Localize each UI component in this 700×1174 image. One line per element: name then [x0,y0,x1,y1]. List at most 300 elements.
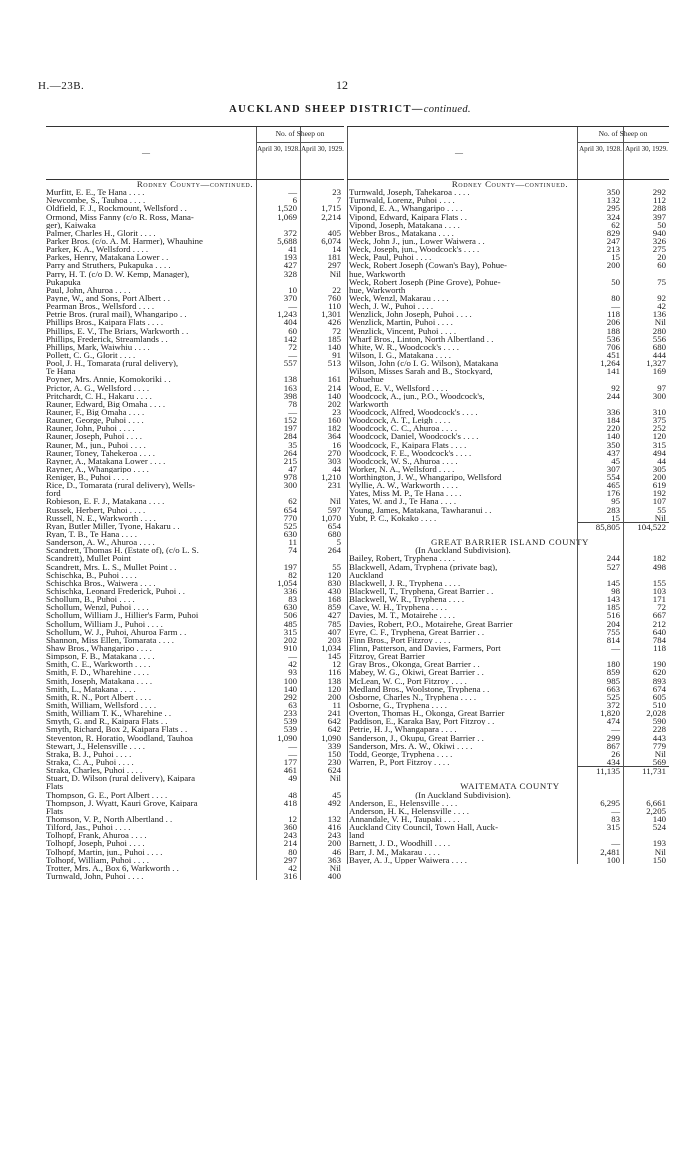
row-name: Vipond, E. A., Whangaripo . . . . [349,204,463,213]
value-1928: 83 [611,813,620,824]
value-1929: 185 [327,333,341,344]
row-name: McLean, W. C., Port Fitzroy . . . . [349,676,467,685]
value-1929: Nil [654,317,666,328]
row-name: Murfitt, E. E., Te Hana . . . . [46,188,145,197]
row-name: Tolhopf, William, Puhoi . . . . [46,855,149,864]
table-row [347,750,669,758]
value-1928: 143 [606,594,620,605]
value-1928: 867 [606,740,620,751]
value-1929: 203 [327,634,341,645]
row-name: Schollum, William J., Hillier's Farm, Puhoi [46,611,199,620]
value-1929: 44 [657,455,666,466]
value-1929: 760 [327,292,341,303]
value-1929: 140 [327,390,341,401]
row-name: Phillips Bros., Kaipara Flats . . . . [46,318,164,327]
column-rule [347,180,348,864]
section-subheading [347,791,669,799]
value-1928: 140 [606,431,620,442]
row-name: Poyner, Mrs. Annie, Komokoriki . . [46,375,171,384]
row-name: Yubt, P. C., Kokako . . . . [349,513,437,522]
value-1929: 597 [327,504,341,515]
value-1929: 310 [652,406,666,417]
value-1929: 624 [327,765,341,776]
value-1929: 161 [327,374,341,385]
row-name: land [349,831,365,840]
header-rule [347,127,348,179]
value-1929: 297 [327,260,341,271]
value-1928: 372 [283,227,297,238]
row-name: Vipond, Edward, Kaipara Flats . . [349,212,467,221]
value-1928: 372 [606,700,620,710]
row-name: Phillips, Mark, Waiwhiu . . . . [46,342,150,351]
row-name: Scandrett, Mrs. L. S., Mullet Point . . [46,562,177,571]
value-1929: 292 [652,187,666,198]
value-1928: 11,135 [577,766,623,774]
row-name: Anderson, H. K., Helensville . . . . [349,806,469,815]
value-1928: 1,054 [277,577,297,588]
value-1928: 26 [611,748,620,759]
row-name: Smith, R. N., Port Albert . . . . [46,692,152,701]
row-name: Sanderson, J., Okupu, Great Barrier . . [349,733,484,742]
value-1929: 1,034 [321,643,341,654]
value-1928: 100 [283,675,297,686]
row-name: Osborne, G., Tryphena . . . . [349,701,447,710]
table-row [347,693,669,701]
right-table [347,126,669,864]
table-row [347,261,669,269]
row-name: Pukapuka [46,277,81,286]
row-name: Parkes, Henry, Matakana Lower . . [46,253,169,262]
value-1929: 103 [652,586,666,597]
value-1928: 814 [606,634,620,645]
value-1928: 200 [606,260,620,271]
value-1928: 197 [283,561,297,572]
value-1928: 434 [606,756,620,767]
value-1929: 416 [327,822,341,833]
left-header-dash: — [142,148,150,157]
value-1929: 642 [327,716,341,727]
row-name: Schischka Bros., Waiwera . . . . [46,578,156,588]
table-row [347,221,669,229]
table-row [347,424,669,432]
value-1928: 1,243 [277,309,297,320]
value-1928: 350 [606,187,620,198]
value-1928: 243 [283,830,297,841]
value-1929: 326 [652,235,666,246]
value-1929: 190 [652,659,666,670]
value-1929: 1,715 [321,203,341,214]
column-rule [623,180,624,864]
value-1929: 400 [327,870,341,881]
value-1929: 2,028 [646,708,666,719]
row-name: Auckland [349,570,384,579]
value-1928: 42 [288,659,297,670]
table-row [347,734,669,742]
value-1929: 674 [652,683,666,694]
table-row [347,636,669,644]
value-1929: Nil [329,773,341,784]
row-name: Woodcock, C. C., Ahuroa . . . . [349,424,458,433]
row-name: Smith, William, Wellsford . . . . [46,701,157,710]
value-1928: 370 [283,292,297,303]
value-1928: 328 [283,268,297,279]
value-1929: 44 [332,463,341,474]
value-1929: 667 [652,610,666,621]
table-row [347,677,669,685]
table-row [347,237,669,245]
value-1929: 407 [327,626,341,637]
value-1929: 444 [652,349,666,360]
value-1929: 23 [332,187,341,198]
value-1928: 63 [288,700,297,710]
value-1929: 132 [327,813,341,824]
row-name: Wyllie, A. W., Warkworth . . . . [349,481,458,490]
document-reference: H.—23B. [38,80,85,92]
value-1929: 280 [652,325,666,336]
value-1929: 55 [657,504,666,515]
value-1928: 185 [606,602,620,613]
value-1929: 91 [332,349,341,360]
value-1928: 264 [283,447,297,458]
table-row [347,481,669,489]
row-name: Rauner, John, Puhoi . . . . [46,424,135,433]
value-1929: 22 [332,284,341,295]
table-row [347,587,669,595]
value-1929: 182 [652,553,666,564]
title-text: AUCKLAND SHEEP DISTRICT— [229,104,424,115]
row-name: Weck, Paul, Puhoi . . . . [349,253,432,262]
table-row [347,831,669,839]
value-1928: 180 [606,659,620,670]
row-name: Payne, W., and Sons, Port Albert . . [46,293,170,303]
value-1928: 6 [292,195,297,206]
value-1929: 6,661 [646,797,666,808]
value-1929: Nil [654,748,666,759]
column-rule [577,180,578,864]
row-name: Smith, Joseph, Matakana . . . . [46,676,153,685]
value-1929: 45 [332,789,341,800]
table-row [347,506,669,514]
table-row [347,229,669,237]
table-row [347,579,669,587]
value-1928: — [611,643,620,654]
value-1929: 375 [652,415,666,426]
value-1928: 92 [611,382,620,393]
value-1928: 233 [283,708,297,719]
row-name: Palmer, Charles H., Glorit . . . . [46,228,156,237]
row-name: Weck, Robert Joseph (Pine Grove), Pohue- [349,277,501,286]
row-name: hue, Warkworth [349,285,406,294]
value-1928: 177 [283,756,297,767]
row-name: Yates, W. and J., Te Hana . . . . [349,497,457,506]
row-name: Rodney County—continued. [451,180,569,189]
value-1929: 155 [652,577,666,588]
row-name: Schollum, Wenzl, Puhoi . . . . [46,603,149,612]
table-row [347,310,669,318]
value-1929: 510 [652,700,666,710]
value-1928: 485 [283,618,297,629]
value-1928: 204 [606,618,620,629]
value-1928: 80 [288,846,297,857]
table-row [347,620,669,628]
section-heading [347,180,669,188]
row-name: Rauner, M., jun., Puhoi . . . . [46,440,146,449]
value-1929: 241 [327,708,341,719]
row-name: Te Hana [46,367,76,376]
row-name [347,766,577,774]
year-1929-heading: April 30, 1929. [301,145,344,153]
row-name: Woodcock, F. E., Woodcock's . . . . [349,448,472,457]
row-name: Wenzlick, John Joseph, Puhoi . . . . [349,310,472,319]
row-name: Blackwell, T., Tryphena, Great Barrier . . [349,587,494,596]
value-1929: 12 [332,659,341,670]
table-row [347,253,669,261]
value-1928: 418 [283,797,297,808]
row-name: Cave, W. H., Tryphena . . . . [349,603,447,612]
total-row [347,766,669,777]
value-1928: 299 [606,732,620,743]
value-1929: 443 [652,732,666,743]
row-name: Scandrett, Thomas H. (Estate of), (c/o L. S. [46,546,199,555]
row-name: Thompson, J. Wyatt, Kauri Grove, Kaipara [46,798,198,807]
value-1929: 784 [652,634,666,645]
value-1928: 336 [606,406,620,417]
section-heading [347,782,669,790]
value-1929: 513 [327,358,341,369]
value-1928: 654 [283,504,297,515]
spacer [347,774,669,782]
value-1929: 181 [327,252,341,263]
row-name [347,774,577,782]
value-1928: — [288,187,297,198]
value-1928: 118 [607,309,620,320]
table-row [347,343,669,351]
row-name: Webber Bros., Matakana . . . . [349,228,454,237]
value-1928: 461 [283,765,297,776]
value-1928: 557 [283,358,297,369]
value-1928: 213 [606,244,620,255]
value-1929: 202 [327,398,341,409]
table-row [347,473,669,481]
table-row [347,278,669,286]
value-1929: 427 [327,610,341,621]
value-1929: 97 [657,382,666,393]
row-name: Weck, John J., jun., Lower Waiwera . . [349,236,485,246]
value-1929: 498 [652,561,666,572]
row-name: Straka, C. A., Puhoi . . . . [46,757,134,767]
row-name: Smith, F. D., Wharehine . . . . [46,668,149,677]
row-name: Paddison, E., Karaka Bay, Port Fitzroy . . [349,717,495,726]
value-1928: 142 [283,333,297,344]
table-row [347,294,669,302]
row-name: Shannon, Miss Ellen, Tomarata . . . . [46,635,174,645]
value-1928: 316 [283,870,297,881]
row-name: Sanderson, A. W., Ahuroa . . . . [46,538,155,547]
value-1929: 200 [327,838,341,849]
row-name: Weck, Joseph, jun., Woodcock's . . . . [349,245,480,254]
row-name: Scandrett), Mullet Point [46,554,131,563]
value-1929: 315 [652,439,666,450]
table-row [347,457,669,465]
table-row [347,416,669,424]
value-1928: 138 [283,374,297,385]
row-name: Yates, Miss M. P., Te Hana . . . . [349,489,462,498]
value-1928: 300 [283,480,297,491]
row-name: Smith, William T. K., Wharehine . . [46,709,172,718]
value-1928: 42 [288,862,297,873]
row-name: Pool, J. H., Tomarata (rural delivery), [46,359,179,368]
value-1928: 12 [288,813,297,824]
row-name: Russell, N. E., Warkworth . . . . [46,513,156,522]
table-row [347,725,669,733]
row-name: Straka, Charles, Puhoi . . . . [46,766,143,775]
value-1928: 706 [606,341,620,352]
table-row [347,709,669,717]
table-row [347,213,669,221]
value-1928: — [611,724,620,735]
row-name: Oldfield, F. J., Rockmount, Wellsford . . [46,204,187,213]
value-1928: — [288,301,297,312]
left-table-header [46,126,344,180]
row-name: Phillips, E. V., The Briars, Warkworth . . [46,326,189,335]
row-name: Woodcock, Daniel, Woodcock's . . . . [349,432,479,441]
value-1929: 214 [327,382,341,393]
value-1928: — [288,748,297,759]
row-name: Parker, K. A., Wellsford . . . . [46,245,149,254]
value-1928: 350 [606,439,620,450]
value-1928: 284 [283,431,297,442]
row-name: Pritchardt, C. H., Hakaru . . . . [46,391,152,400]
table-row [347,359,669,367]
row-name: Schischka, B., Puhoi . . . . [46,570,137,579]
table-row [347,204,669,212]
table-row [347,660,669,668]
row-name: (In Auckland Subdivision). [415,790,511,799]
value-1929: 339 [327,740,341,751]
year-1929-heading: April 30, 1929. [625,145,668,153]
row-name: Fitzroy, Great Barrier [349,652,425,661]
value-1928: 283 [606,504,620,515]
row-name: Paul, John, Ahuroa . . . . [46,285,131,294]
row-name: Russek, Herbert, Puhoi . . . . [46,505,146,514]
value-1929: 405 [327,227,341,238]
value-1929: 72 [332,325,341,336]
value-1929: 228 [652,724,666,735]
row-name: Annandale, V. H., Taupaki . . . . [349,814,460,824]
row-name: Smith, C. E., Warkworth . . . . [46,660,151,669]
value-1929: 5 [336,537,341,548]
value-1928: 93 [288,667,297,678]
value-1928: — [288,406,297,417]
right-table-header [347,126,669,180]
table-row [347,701,669,709]
row-name: Turnwald, Joseph, Tahekaroa . . . . [349,188,470,197]
table-row [347,563,669,571]
value-1929: 2,205 [646,805,666,816]
value-1929: Nil [654,846,666,857]
value-1928: 516 [606,610,620,621]
value-1928: 206 [606,317,620,328]
value-1928: 292 [283,691,297,702]
row-name [347,522,577,530]
table-row [347,571,669,579]
value-1928: 770 [283,512,297,523]
row-name: Blackwell, W. R., Tryphena . . . . [349,595,465,604]
row-name: Steventon, R. Horatio, Woodland, Tauhoa [46,733,193,742]
value-1929: Nil [329,496,341,507]
table-row [347,375,669,383]
value-1929: 785 [327,618,341,629]
value-1928: 62 [288,496,297,507]
table-row [347,188,669,196]
value-1928: 465 [606,480,620,491]
table-row [347,400,669,408]
row-name: Pohuehue [349,375,384,384]
value-1929: 556 [652,333,666,344]
value-1928: 98 [611,586,620,597]
row-name: White, W. R., Woodcock's . . . . [349,342,459,351]
value-1929: 270 [327,447,341,458]
column-rule [256,180,257,880]
value-1929: 150 [652,854,666,865]
row-name: Wenzlick, Martin, Puhoi . . . . [349,318,453,327]
year-1928-heading: April 30, 1928. [579,145,622,153]
value-1929: 23 [332,406,341,417]
row-name: Worker, N. A., Wellsford . . . . [349,464,455,474]
value-1928: 220 [606,423,620,434]
table-row [347,302,669,310]
table-row [347,742,669,750]
row-name: Mabey, W. G., Okiwi, Great Barrier . . [349,668,484,677]
value-1929: 140 [652,813,666,824]
value-1928: 539 [283,724,297,735]
value-1929: 524 [652,822,666,833]
value-1928: 83 [288,594,297,605]
table-row [347,668,669,676]
value-1928: 152 [283,415,297,426]
table-row [347,848,669,856]
right-table-body [347,180,669,864]
row-name: Shaw Bros., Whangaripo . . . . [46,644,152,653]
value-1929: 300 [652,390,666,401]
value-1928: 82 [288,569,297,580]
sheep-on-heading: No. of Sheep on [598,129,648,138]
value-1928: — [611,805,620,816]
right-header-dash: — [455,148,463,157]
row-name: Woodcock, A., jun., P.O., Woodcock's, [349,391,485,400]
value-1928: 163 [283,382,297,393]
row-name: Warkworth [349,399,389,408]
value-1928: 78 [288,398,297,409]
value-1929: 642 [327,724,341,735]
row-name: Woodcock, Alfred, Woodcock's . . . . [349,407,478,417]
value-1928: 398 [283,390,297,401]
row-name: Trotter, Mrs. A., Box 6, Warkworth . . [46,863,179,872]
value-1929: 305 [652,463,666,474]
row-name: Rauner, Toney, Tahekeroa . . . . [46,448,155,457]
row-name: ford [46,489,61,498]
sheep-on-heading: No. of Sheep on [275,129,325,138]
value-1929: 430 [327,586,341,597]
row-name: Blackwell, J. R., Tryphena . . . . [349,578,461,588]
value-1929: 11 [332,700,341,710]
row-name: Tolhopf, Frank, Ahuroa . . . . [46,831,147,840]
value-1929: 1,210 [321,472,341,483]
total-row [347,522,669,530]
row-name: Rauner, George, Puhoi . . . . [46,416,144,425]
row-name: Rauner, Edward, Big Omaha . . . . [46,399,166,408]
value-1929: Nil [329,268,341,279]
